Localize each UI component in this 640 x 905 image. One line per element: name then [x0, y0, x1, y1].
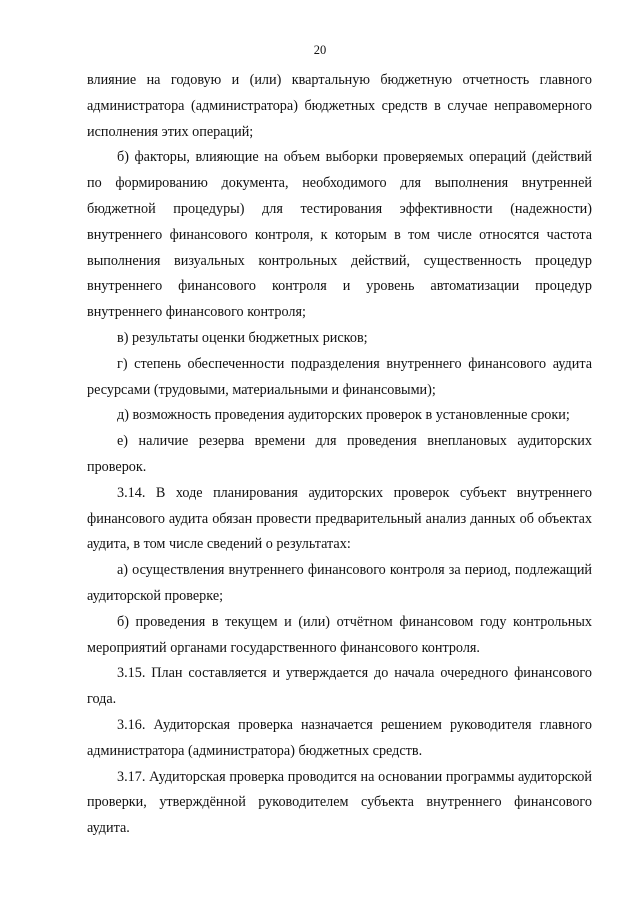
page-number: 20: [313, 43, 327, 57]
paragraph-3-15: 3.15. План составляется и утверждается до начала очередного финансового года.: [87, 665, 592, 708]
paragraph-3-14-item-a: а) осуществления внутреннего финансового контроля за период, подлежащий аудиторской проверке;: [87, 562, 592, 604]
paragraph-item-g: г) степень обеспеченности подразделения внутреннего финансового аудита ресурсами (трудовыми, материальными и финансовыми);: [87, 355, 592, 398]
paragraph-3-16: 3.16. Аудиторская проверка назначается решением руководителя главного администратора (администратора) бюджетных средств.: [87, 716, 592, 759]
document-body: [87, 68, 592, 842]
paragraph-item-b: б) факторы, влияющие на объем выборки проверяемых операций (действий по формированию документа, необходимого для выполнения внутренней бюджетной процедуры) для тестирования эффективности (надежности) внутреннего финансового контроля, к которым в том числе относятся частота выполнения визуальных контрольных действий, существенность процедур внутреннего финансового контроля и уровень автоматизации процедур внутреннего финансового контроля;: [87, 149, 592, 321]
paragraph-item-d: д) возможность проведения аудиторских проверок в установленные сроки;: [117, 407, 570, 424]
paragraph-item-e: е) наличие резерва времени для проведения внеплановых аудиторских проверок.: [87, 433, 592, 475]
paragraph-item-v: в) результаты оценки бюджетных рисков;: [117, 329, 368, 346]
paragraph-continuation: влияние на годовую и (или) квартальную бюджетную отчетность главного администратора (администратора) бюджетных средств в случае неправомерного исполнения этих операций;: [87, 72, 592, 140]
paragraph-3-14: 3.14. В ходе планирования аудиторских проверок субъект внутреннего финансового аудита обязан провести предварительный анализ данных об объектах аудита, в том числе сведений о результатах:: [87, 484, 592, 553]
paragraph-3-14-item-b: б) проведения в текущем и (или) отчётном финансовом году контрольных мероприятий органами государственного финансового контроля.: [87, 613, 592, 656]
paragraph-3-17: 3.17. Аудиторская проверка проводится на основании программы аудиторской проверки, утверждённой руководителем субъекта внутреннего финансового аудита.: [87, 768, 592, 837]
